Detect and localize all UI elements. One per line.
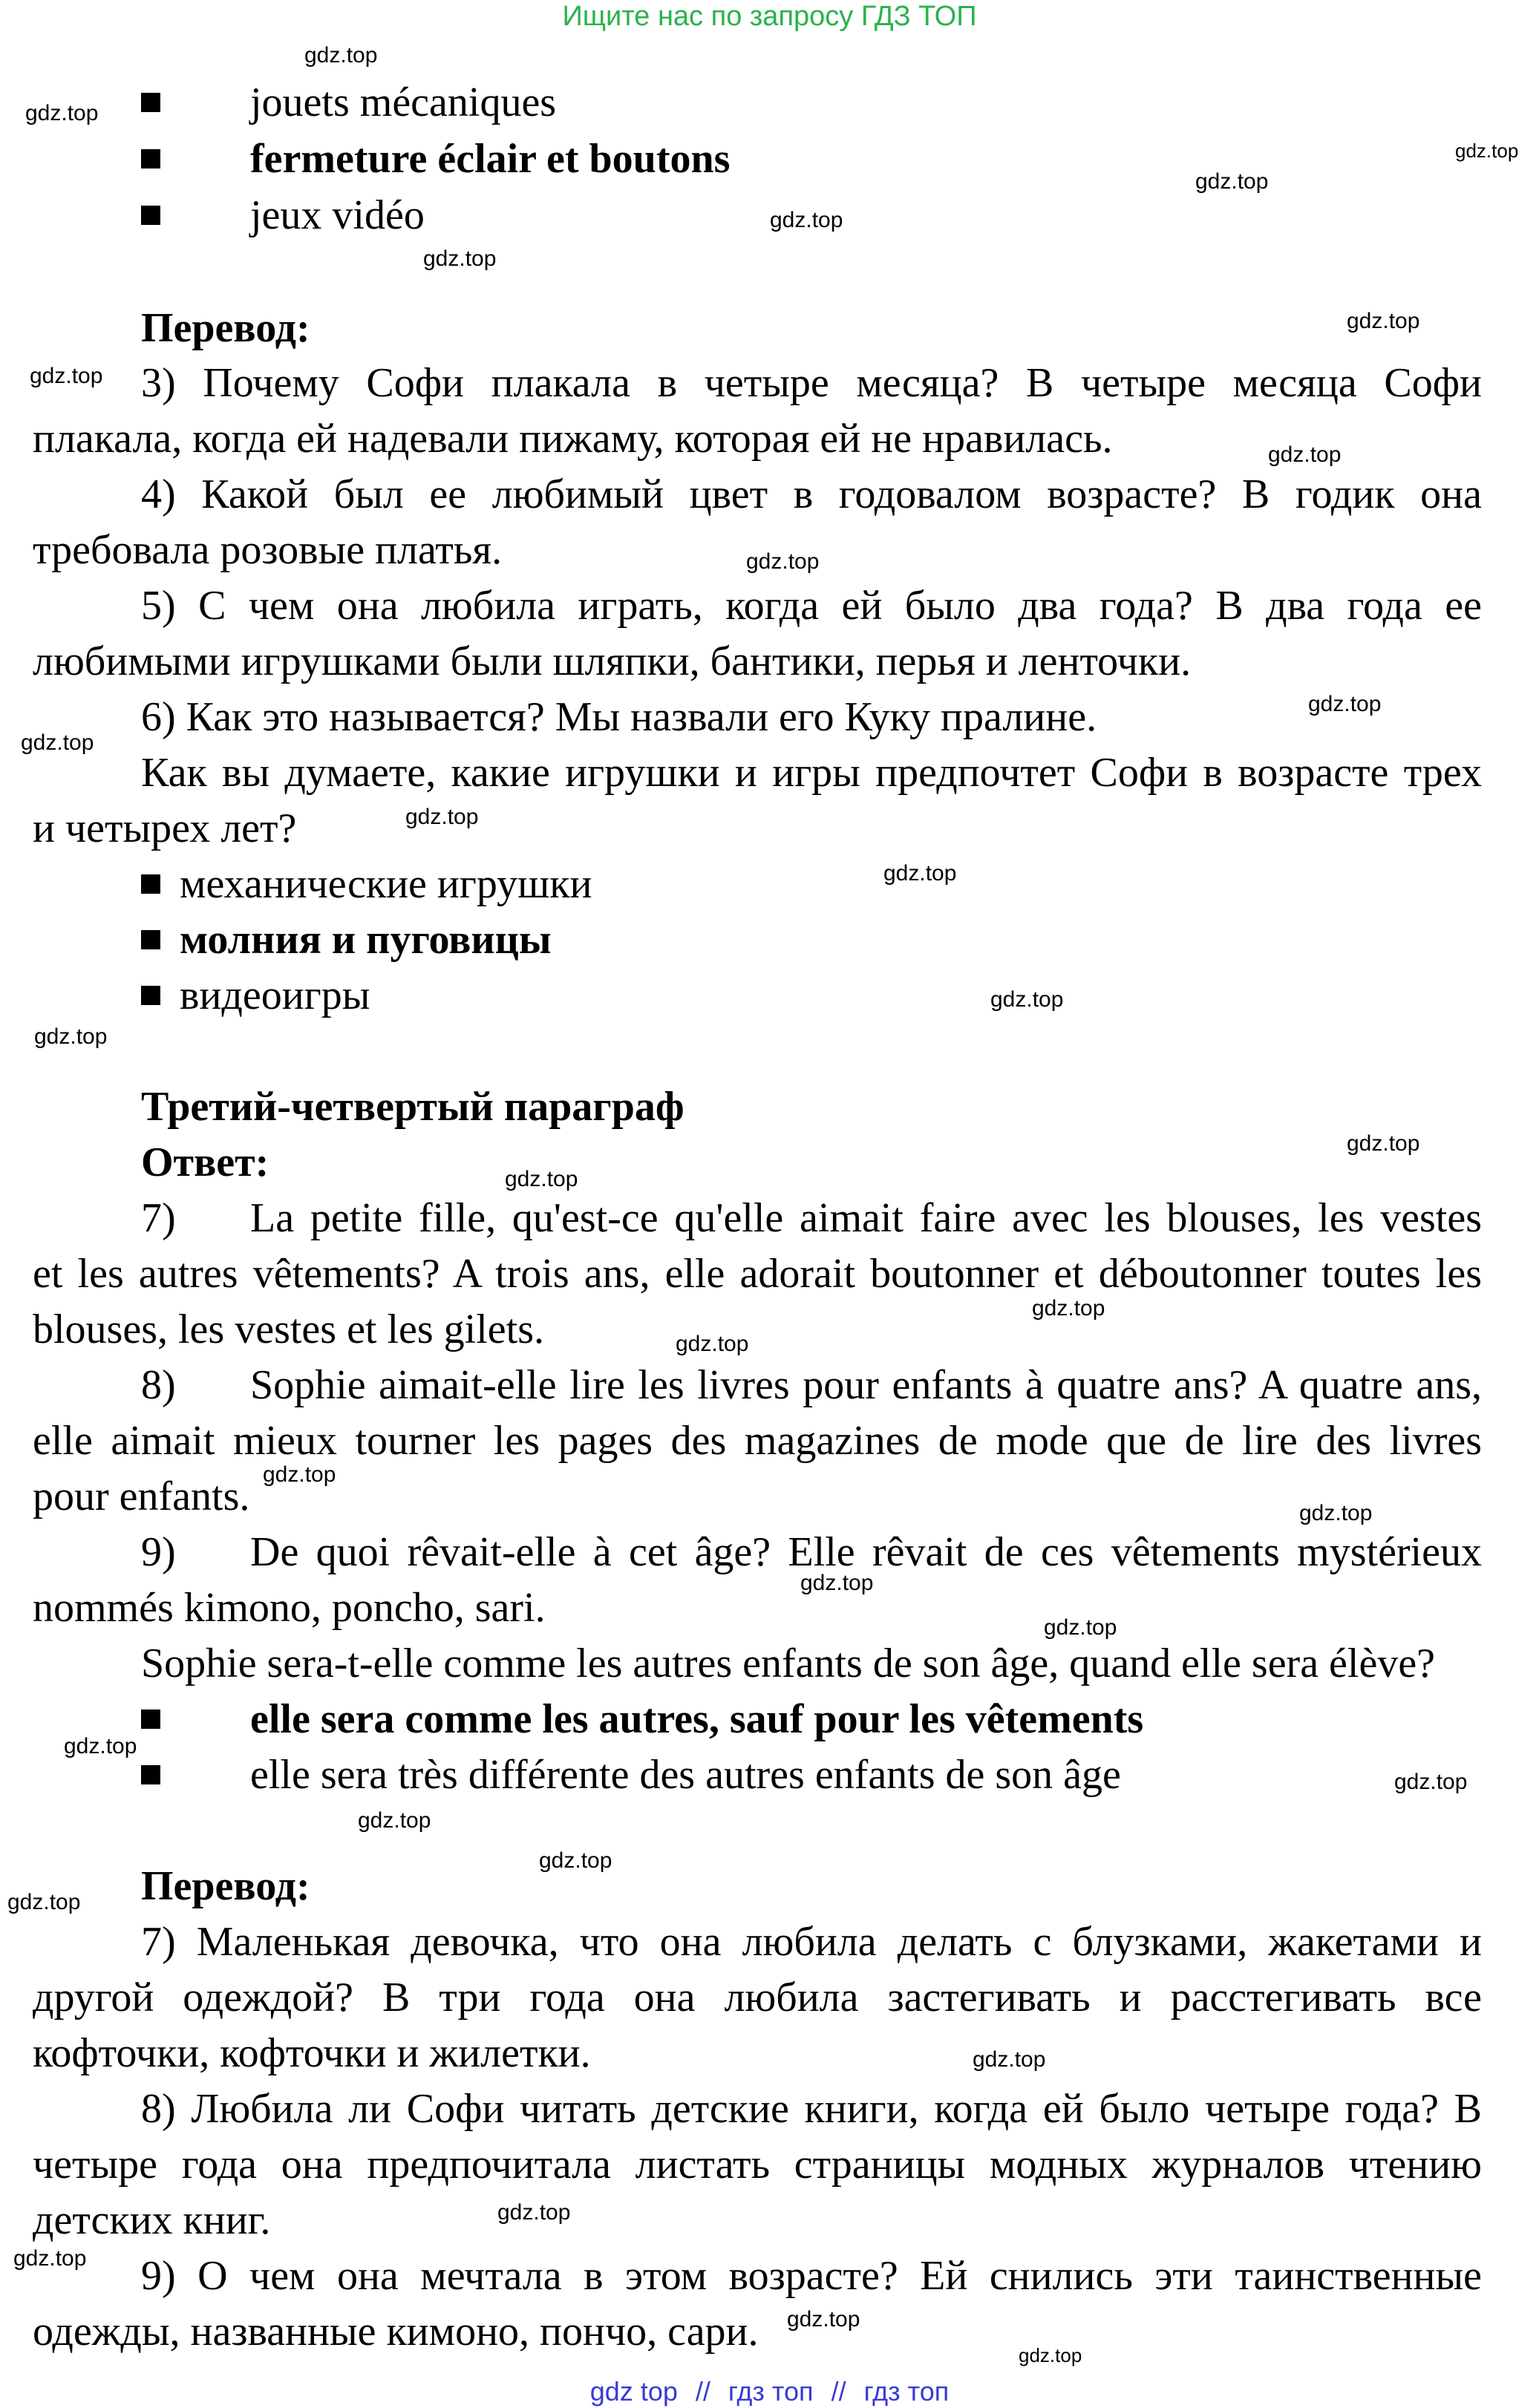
- watermark: gdz.top: [304, 43, 378, 68]
- paragraph-line: и четырех лет?: [33, 805, 297, 851]
- bullet-item: [141, 1692, 160, 1746]
- watermark: gdz.top: [973, 2047, 1046, 2072]
- watermark: gdz.top: [883, 861, 957, 886]
- paragraph-line: одежды, названные кимоно, пончо, сари.: [33, 2309, 759, 2355]
- watermark: gdz.top: [1268, 442, 1342, 467]
- footer-link-gdz-top[interactable]: gdz top: [589, 2376, 678, 2407]
- bullet-square-icon: [141, 206, 160, 225]
- watermark: gdz.top: [1347, 1131, 1420, 1156]
- paragraph-line: любимыми игрушками были шляпки, бантики, перья и ленточки.: [33, 638, 1192, 684]
- bullet-item: [141, 1748, 160, 1802]
- answer-heading: Ответ:: [141, 1139, 269, 1185]
- footer-separator: //: [831, 2376, 846, 2407]
- bullet-square-icon: [141, 986, 160, 1005]
- paragraph-line: 8) Любила ли Софи читать детские книги, когда ей было четыре года? В: [141, 2086, 1482, 2132]
- bullet-text: elle sera très différente des autres enfants de son âge: [250, 1752, 1121, 1798]
- paragraph-line: pour enfants.: [33, 1473, 250, 1519]
- watermark: gdz.top: [676, 1332, 749, 1356]
- header-banner: Ищите нас по запросу ГДЗ ТОП: [562, 1, 977, 32]
- watermark: gdz.top: [1299, 1501, 1373, 1525]
- bullet-text: elle sera comme les autres, sauf pour les vêtements: [250, 1696, 1144, 1742]
- watermark: gdz.top: [64, 1734, 137, 1758]
- bullet-text: механические игрушки: [180, 861, 592, 907]
- bullet-square-icon: [141, 874, 160, 894]
- watermark: gdz.top: [1032, 1296, 1105, 1321]
- footer-separator: //: [695, 2376, 710, 2407]
- bullet-item: [141, 857, 160, 911]
- paragraph-line: кофточки, кофточки и жилетки.: [33, 2030, 591, 2076]
- watermark: gdz.top: [405, 805, 479, 829]
- bullet-item: [141, 913, 160, 966]
- paragraph-line: 9) О чем она мечтала в этом возрасте? Ей снились эти таинственные: [141, 2253, 1482, 2299]
- bullet-item: [141, 76, 160, 129]
- paragraph-line: другой одеждой? В три года она любила застегивать и расстегивать все: [33, 1975, 1482, 2021]
- paragraph-line: детских книг.: [33, 2197, 271, 2243]
- footer-link-gdz-top-ru-2[interactable]: гдз топ: [863, 2376, 950, 2407]
- bullet-item: [141, 189, 160, 242]
- watermark: gdz.top: [34, 1024, 108, 1049]
- bullet-square-icon: [141, 930, 160, 949]
- watermark: gdz.top: [1044, 1615, 1117, 1640]
- paragraph-line: четыре года она предпочитала листать страницы модных журналов чтению: [33, 2142, 1482, 2188]
- bullet-text: jouets mécaniques: [250, 79, 557, 125]
- paragraph-line: De quoi rêvait-elle à cet âge? Elle rêvait de ces vêtements mystérieux: [250, 1529, 1482, 1575]
- paragraph-number: 9): [141, 1529, 176, 1575]
- footer-links: [0, 2375, 1539, 2408]
- paragraph-line: 4) Какой был ее любимый цвет в годовалом возрасте? В годик она: [141, 471, 1482, 517]
- watermark: gdz.top: [990, 987, 1064, 1012]
- paragraph-line: 6) Как это называется? Мы назвали его Куку пралине.: [141, 694, 1097, 740]
- bullet-square-icon: [141, 149, 160, 169]
- paragraph-line: Sophie sera-t-elle comme les autres enfants de son âge, quand elle sera élève?: [141, 1640, 1436, 1686]
- watermark: gdz.top: [1394, 1770, 1468, 1794]
- bullet-text: видеоигры: [180, 972, 370, 1018]
- paragraph-line: La petite fille, qu'est-ce qu'elle aimait faire avec les blouses, les vestes: [250, 1195, 1482, 1241]
- paragraph-number: 8): [141, 1362, 176, 1408]
- paragraph-line: nommés kimono, poncho, sari.: [33, 1585, 546, 1631]
- bullet-text: fermeture éclair et boutons: [250, 136, 731, 182]
- paragraph-line: blouses, les vestes et les gilets.: [33, 1306, 545, 1352]
- watermark: gdz.top: [497, 2200, 571, 2225]
- watermark: gdz.top: [787, 2307, 860, 2332]
- watermark: gdz.top: [539, 1848, 612, 1873]
- watermark: gdz.top: [30, 364, 103, 388]
- paragraph-line: требовала розовые платья.: [33, 527, 503, 573]
- bullet-square-icon: [141, 1710, 160, 1729]
- paragraph-number: 7): [141, 1195, 176, 1241]
- watermark: gdz.top: [423, 246, 497, 271]
- watermark: gdz.top: [13, 2246, 87, 2271]
- paragraph-line: 5) С чем она любила играть, когда ей было два года? В два года ее: [141, 583, 1482, 629]
- watermark: gdz.top: [746, 549, 820, 574]
- bullet-item: [141, 132, 160, 186]
- paragraph-line: 3) Почему Софи плакала в четыре месяца? В четыре месяца Софи: [141, 360, 1482, 406]
- paragraph-line: 7) Маленькая девочка, что она любила делать с блузками, жакетами и: [141, 1919, 1482, 1965]
- bullet-text: молния и пуговицы: [180, 917, 552, 963]
- watermark: gdz.top: [263, 1462, 336, 1487]
- paragraph-line: Как вы думаете, какие игрушки и игры предпочтет Софи в возрасте трех: [141, 750, 1482, 796]
- watermark: gdz.top: [1019, 2344, 1082, 2366]
- watermark: gdz.top: [505, 1167, 578, 1191]
- watermark: gdz.top: [770, 208, 843, 232]
- paragraph-line: et les autres vêtements? A trois ans, elle adorait boutonner et déboutonner toutes les: [33, 1251, 1482, 1297]
- watermark: gdz.top: [1455, 140, 1519, 162]
- watermark: gdz.top: [800, 1571, 874, 1595]
- bullet-item: [141, 969, 160, 1022]
- section-heading: Третий-четвертый параграф: [141, 1084, 684, 1130]
- paragraph-line: плакала, когда ей надевали пижаму, которая ей не нравилась.: [33, 416, 1113, 462]
- watermark: gdz.top: [1347, 309, 1420, 333]
- paragraph-line: Sophie aimait-elle lire les livres pour enfants à quatre ans? A quatre ans,: [250, 1362, 1482, 1408]
- watermark: gdz.top: [7, 1890, 81, 1914]
- section-heading: Перевод:: [141, 1863, 310, 1909]
- watermark: gdz.top: [21, 730, 94, 755]
- watermark: gdz.top: [1308, 692, 1382, 716]
- footer-link-gdz-top-ru[interactable]: гдз топ: [728, 2376, 814, 2407]
- bullet-square-icon: [141, 1765, 160, 1784]
- watermark: gdz.top: [25, 101, 99, 125]
- watermark: gdz.top: [358, 1808, 431, 1833]
- watermark: gdz.top: [1195, 169, 1269, 194]
- paragraph-line: elle aimait mieux tourner les pages des magazines de mode que de lire des livres: [33, 1418, 1482, 1464]
- section-heading: Перевод:: [141, 305, 310, 351]
- bullet-text: jeux vidéo: [250, 192, 425, 238]
- bullet-square-icon: [141, 93, 160, 112]
